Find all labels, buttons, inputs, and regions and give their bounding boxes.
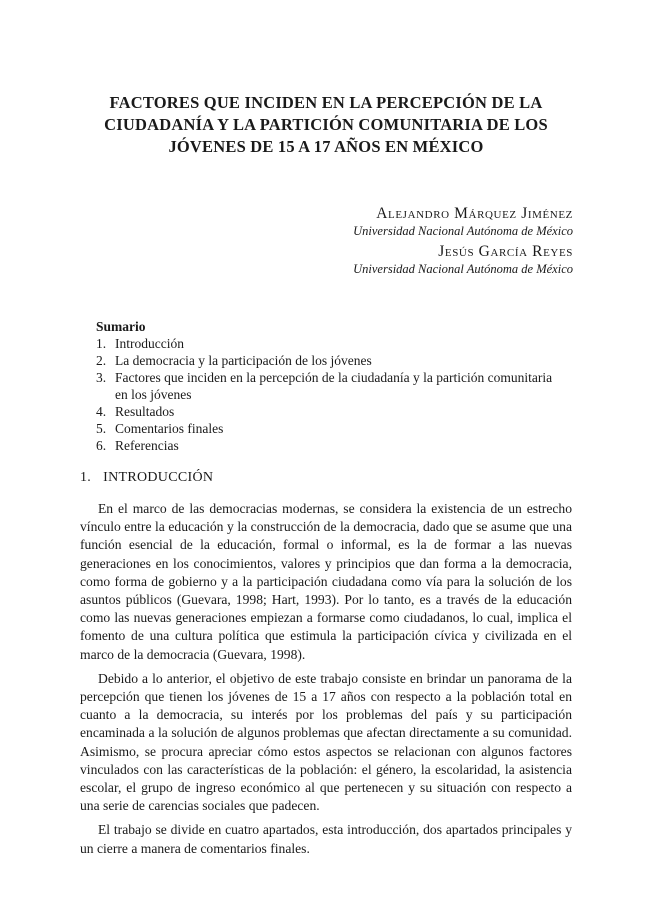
toc-heading: Sumario <box>96 319 146 334</box>
author-affiliation: Universidad Nacional Autónoma de México <box>353 262 573 276</box>
toc-item-text: Resultados <box>115 404 175 419</box>
toc-item-number: 5. <box>96 421 107 436</box>
toc-item-number: 2. <box>96 353 107 368</box>
toc-item-number: 4. <box>96 404 107 419</box>
toc-item-number: 1. <box>96 336 107 351</box>
toc-item <box>96 403 566 420</box>
toc-item <box>96 420 566 437</box>
toc-item-number: 6. <box>96 438 107 453</box>
author-name: Jesús García Reyes <box>438 243 573 260</box>
author-block <box>353 204 573 278</box>
paragraph: El trabajo se divide en cuatro apartados, esta introducción, dos apartados principales y un cierre a manera de comentarios finales. <box>80 822 572 856</box>
table-of-contents <box>96 318 566 454</box>
toc-item-text: Referencias <box>115 438 179 453</box>
toc-item-text: Factores que inciden en la percepción de la ciudadanía y la partición comunitaria en los jóvenes <box>115 370 553 402</box>
toc-item <box>96 335 566 352</box>
section-heading <box>80 470 213 486</box>
toc-item <box>96 369 566 403</box>
toc-item <box>96 437 566 454</box>
toc-item <box>96 352 566 369</box>
section-number: 1. <box>80 470 92 485</box>
toc-item-text: Comentarios finales <box>115 421 224 436</box>
author-name: Alejandro Márquez Jiménez <box>376 205 573 222</box>
toc-item-number: 3. <box>96 370 107 385</box>
toc-list <box>96 335 566 454</box>
toc-item-text: Introducción <box>115 336 184 351</box>
title-line-2: CIUDADANÍA Y LA PARTICIÓN COMUNITARIA DE LOS <box>104 115 548 134</box>
paragraph: En el marco de las democracias modernas, se considera la existencia de un estrecho vínculo entre la educación y la construcción de la democracia, dado que se asume que una función esencial de la educación, formal o informal, es la de formar a las nuevas generaciones en los conocimientos, valores y principios que dan forma a la democracia, como forma de gobierno y a la participación ciudadana como vía para la solución de los asuntos públicos (Guevara, 1998; Hart, 1993). Por lo tanto, es a través de la educación como las nuevas generaciones empiezan a formarse como ciudadanos, lo cual, implica el fomento de una cultura política que estimula la participación cívica y civilizada en el marco de la democracia (Guevara, 1998). <box>80 501 572 662</box>
title-line-1: FACTORES QUE INCIDEN EN LA PERCEPCIÓN DE LA <box>109 93 543 112</box>
article-title <box>80 92 572 158</box>
author-affiliation: Universidad Nacional Autónoma de México <box>353 224 573 238</box>
paragraph: Debido a lo anterior, el objetivo de este trabajo consiste en brindar un panorama de la percepción que tienen los jóvenes de 15 a 17 años con respecto a la población total en cuanto a la democracia, su interés por los problemas del país y su participación encaminada a la solución de algunos problemas que afectan directamente a su comunidad. Asimismo, se procura apreciar cómo estos aspectos se relacionan con algunos factores vinculados con las características de la población: el género, la escolaridad, la asistencia escolar, el grupo de ingreso económico al que pertenecen y su situación con respecto a una serie de carencias sociales que padecen. <box>80 670 572 814</box>
title-line-3: JÓVENES DE 15 A 17 AÑOS EN MÉXICO <box>168 137 484 156</box>
toc-item-text: La democracia y la participación de los jóvenes <box>115 353 372 368</box>
section-title: INTRODUCCIÓN <box>103 470 214 485</box>
body-text <box>80 500 572 864</box>
